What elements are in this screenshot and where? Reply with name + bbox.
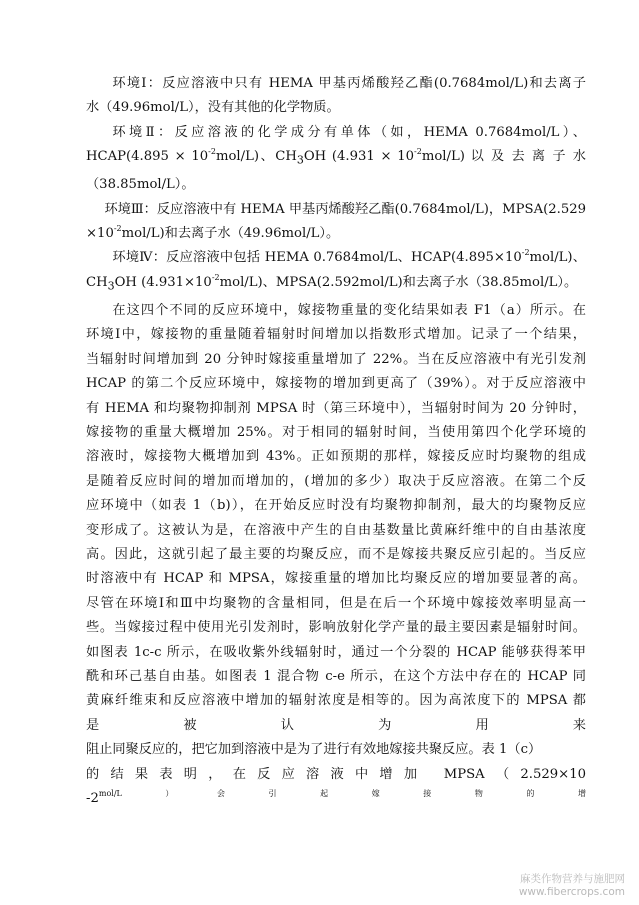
paragraph-results-line-4 bbox=[86, 372, 586, 396]
text-run: 环境Ⅱ：反应溶液的化学成分有单体（如，HEMA 0.7684mol/L）、 bbox=[112, 124, 586, 140]
text-run: （38.85mol/L）。 bbox=[86, 177, 195, 193]
site-watermark bbox=[519, 873, 625, 899]
text-run: 的结果表明，在反应溶液中增加 MPSA（2.529×10 bbox=[86, 766, 586, 782]
text-run: 有 HEMA 和均聚物抑制剂 MPSA 时（第三环境中），当辐射时间为 20 分钟时， bbox=[86, 400, 586, 416]
paragraph-env-4-line-1 bbox=[86, 246, 586, 270]
paragraph-results-line-2 bbox=[86, 323, 586, 347]
paragraph-results-line-1 bbox=[86, 299, 586, 323]
text-run: 酰和环己基自由基。如图表 1 混合物 c-e 所示，在这个方法中存在的 HCAP 同 bbox=[86, 669, 586, 685]
paragraph-results-line-6 bbox=[86, 421, 586, 445]
paragraph-results-line-7 bbox=[86, 445, 586, 469]
watermark-title: 麻类作物营养与施肥网 bbox=[520, 873, 625, 885]
text-run: 尽管在环境Ⅰ和Ⅲ中均聚物的含量相同，但是在后一个环境中嫁接效率明显高一 bbox=[86, 595, 586, 611]
text-run: 环境Ⅰ：反应溶液中只有 HEMA 甲基丙烯酸羟乙酯(0.7684mol/L)和去离子 bbox=[112, 76, 586, 91]
subscript: 3 bbox=[107, 279, 115, 293]
paragraph-env-3-line-1 bbox=[86, 198, 586, 222]
text-run: 是随着反应时间的增加而增加的，(增加的多少）取决于反应溶液。在第二个反 bbox=[86, 473, 586, 489]
paragraph-results-line-14 bbox=[86, 616, 586, 640]
text-run: 水（49.96mol/L），没有其他的化学物质。 bbox=[86, 100, 340, 116]
paragraph-results-line-8 bbox=[86, 470, 586, 494]
text-run: 阻止同聚反应的，把它加到溶液中是为了进行有效地嫁接共聚反应。表 1（c） bbox=[86, 742, 542, 758]
text-run: 环境Ⅲ：反应溶液中有 HEMA 甲基丙烯酸羟乙酯(0.7684mol/L)，MPSA(2.529 bbox=[104, 201, 586, 217]
paragraph-results-line-18 bbox=[86, 714, 586, 738]
text-run: -2 bbox=[86, 791, 99, 807]
paragraph-env-1-line-2 bbox=[86, 96, 586, 120]
paragraph-env-2-line-2 bbox=[86, 145, 586, 173]
paragraph-results-line-5 bbox=[86, 397, 586, 421]
paragraph-results-line-9 bbox=[86, 494, 586, 518]
text-run: 环境Ⅰ中，嫁接物的重量随着辐射时间增加以指数形式增加。记录了一个结果， bbox=[86, 327, 586, 343]
text-run: 嫁接物的重量大概增加 25%。对于相同的辐射时间，当使用第四个化学环境的 bbox=[86, 424, 586, 440]
text-run: 应环境中（如表 1（b)），在开始反应时没有均聚物抑制剂，最大的均聚物反应 bbox=[86, 498, 586, 514]
superscript: -2 bbox=[113, 223, 122, 233]
text-run: 些。当嫁接过程中使用光引发剂时，影响放射化学产量的最主要因素是辐射时间。 bbox=[86, 620, 586, 636]
text-run: mol/L)和去离子水（49.96mol/L）。 bbox=[121, 226, 340, 242]
text-run: 黄麻纤维束和反应溶液中增加的辐射浓度是相等的。因为高浓度下的 MPSA 都 bbox=[86, 693, 586, 709]
text-run: 时溶液中有 HCAP 和 MPSA，嫁接重量的增加比均聚反应的增加要显著的高。 bbox=[86, 571, 586, 587]
superscript: -2 bbox=[414, 146, 422, 156]
superscript: -2 bbox=[211, 272, 220, 282]
text-run: OH (4.931×10 bbox=[114, 274, 212, 290]
paragraph-results-line-11 bbox=[86, 543, 586, 567]
text-run: 溶液时，嫁接物大概增加到 43%。正如预期的那样，嫁接反应时均聚物的组成 bbox=[86, 449, 586, 465]
paragraph-results-line-19 bbox=[86, 738, 586, 762]
document-body bbox=[86, 72, 586, 811]
text-run: mol/L)、MPSA(2.592mol/L)和去离子水（38.85mol/L）。 bbox=[219, 274, 578, 290]
paragraph-env-4-line-2 bbox=[86, 271, 586, 299]
text-run: 环境Ⅳ：反应溶液中包括 HEMA 0.7684mol/L、HCAP(4.895×10 bbox=[112, 250, 522, 266]
text-run: mol/L)、 bbox=[529, 250, 586, 266]
paragraph-results-line-13 bbox=[86, 592, 586, 616]
text-run: 当辐射时间增加到 20 分钟时嫁接重量增加了 22%。当在反应溶液中有光引发剂 bbox=[86, 351, 586, 367]
paragraph-results-line-3 bbox=[86, 348, 586, 372]
text-run: CH bbox=[86, 274, 108, 290]
text-run: 变形成了。这被认为是，在溶液中产生的自由基数量比黄麻纤维中的自由基浓度 bbox=[86, 522, 586, 538]
superscript: -2 bbox=[208, 146, 216, 156]
paragraph-results-line-17 bbox=[86, 689, 586, 713]
paragraph-results-line-12 bbox=[86, 567, 586, 591]
subscript: 3 bbox=[296, 153, 304, 167]
superscript: mol/L）会引起嫁接物的增 bbox=[98, 788, 586, 798]
superscript: -2 bbox=[521, 248, 530, 258]
paragraph-final-line-1 bbox=[86, 763, 586, 787]
text-run: 如图表 1c-c 所示，在吸收紫外线辐射时，通过一个分裂的 HCAP 能够获得苯甲 bbox=[86, 644, 586, 660]
paragraph-env-2-line-1 bbox=[86, 121, 586, 145]
paragraph-final-line-2 bbox=[86, 787, 586, 811]
text-run: HCAP 的第二个反应环境中，嫁接物的增加到更高了（39%）。对于反应溶液中 bbox=[86, 376, 586, 392]
text-run: 在这四个不同的反应环境中，嫁接物重量的变化结果如表 F1（a）所示。在 bbox=[112, 302, 586, 318]
text-run: 是被认为用来 bbox=[86, 717, 586, 733]
paragraph-env-1-line-1 bbox=[86, 72, 586, 96]
paragraph-env-3-line-2 bbox=[86, 222, 586, 246]
watermark-url: www.fibercrops.com bbox=[518, 886, 625, 898]
text-run: ×10 bbox=[86, 226, 114, 242]
paragraph-results-line-15 bbox=[86, 641, 586, 665]
paragraph-results-line-16 bbox=[86, 665, 586, 689]
paragraph-env-2-line-3 bbox=[86, 173, 586, 197]
text-run: 高。因此，这就引起了最主要的均聚反应，而不是嫁接共聚反应引起的。当反应 bbox=[86, 547, 586, 562]
paragraph-results-line-10 bbox=[86, 519, 586, 543]
text-run: mol/L)、CH bbox=[215, 149, 297, 165]
text-run: OH (4.931 × 10 bbox=[303, 149, 415, 165]
text-run: HCAP(4.895 × 10 bbox=[86, 149, 209, 165]
text-run: mol/L) 以 及 去 离 子 水 bbox=[421, 149, 586, 165]
